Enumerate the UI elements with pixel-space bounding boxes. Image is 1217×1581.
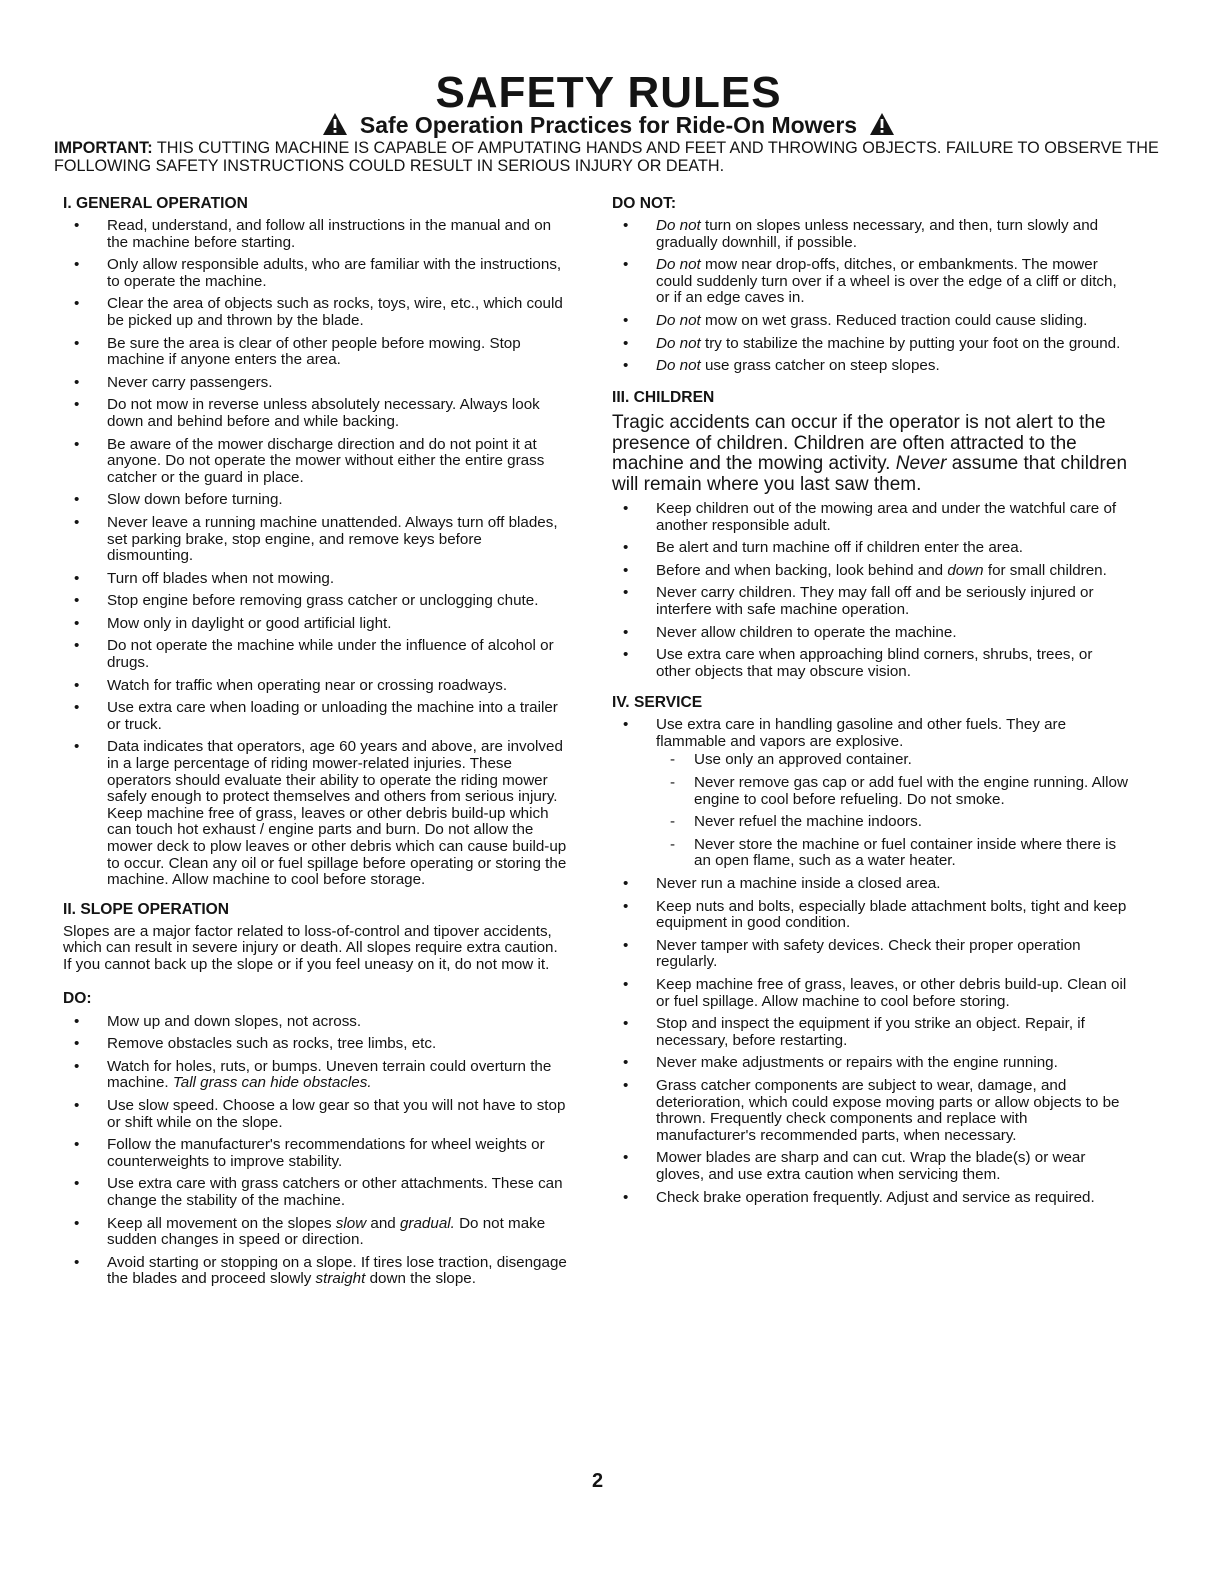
intro-emphasis: Never bbox=[895, 453, 947, 475]
service-heading: IV. SERVICE bbox=[612, 694, 703, 712]
children-list bbox=[622, 501, 1130, 680]
list-item: • Mow only in daylight or good artificial light. bbox=[73, 616, 569, 633]
general-extra-paragraph: Keep machine free of grass, leaves or other debris build-up which can touch hot exhaust / engine parts and burn. Do not allow the mower deck to plow leaves or other debris which can cause build-up to occur. Clean any oil or fuel spillage before operating or storing the machine. Allow machine to cool before storage. bbox=[107, 804, 567, 889]
children-heading: III. CHILDREN bbox=[612, 388, 715, 406]
fuel-sublist bbox=[656, 752, 1130, 870]
sub-list-item: - Never refuel the machine indoors. bbox=[656, 814, 1130, 831]
item-emphasis: Tall grass can hide obstacles. bbox=[172, 1074, 372, 1092]
list-item: • Clear the area of objects such as rocks, toys, wire, etc., which could be picked up and thrown by the blade. bbox=[73, 296, 569, 329]
list-item: • Remove obstacles such as rocks, tree limbs, etc. bbox=[73, 1036, 569, 1053]
slope-intro: Slopes are a major factor related to loss-of-control and tipover accidents, which can result in severe injury or death. All slopes require extra caution. If you cannot back up the slope or if you feel uneasy on it, do not mow it. bbox=[63, 922, 558, 973]
list-item bbox=[73, 1059, 569, 1092]
list-item: • Never make adjustments or repairs with the engine running. bbox=[622, 1055, 1130, 1072]
sub-list-item: - Never remove gas cap or add fuel with the engine running. Allow engine to cool before refueling. Do not smoke. bbox=[656, 775, 1130, 808]
subtitle-text: Safe Operation Practices for Ride-On Mowers bbox=[359, 112, 858, 138]
item-text: use grass catcher on steep slopes. bbox=[700, 357, 940, 375]
list-item: • Never run a machine inside a closed area. bbox=[622, 876, 1130, 893]
sub-list-item: - Never store the machine or fuel container inside where there is an open flame, such as a water heater. bbox=[656, 837, 1130, 870]
item-text: try to stabilize the machine by putting your foot on the ground. bbox=[700, 334, 1121, 352]
intro-text: assume that children will remain where you last saw them. bbox=[612, 453, 1128, 496]
list-item bbox=[73, 1255, 569, 1288]
service-list bbox=[622, 717, 1130, 1206]
list-item: • Mower blades are sharp and can cut. Wrap the blade(s) or wear gloves, and use extra caution when servicing them. bbox=[622, 1150, 1130, 1183]
warning-icon bbox=[869, 112, 895, 142]
list-item: • Be aware of the mower discharge direction and do not point it at anyone. Do not operate the mower without either the entire grass catcher or the guard in place. bbox=[73, 437, 569, 487]
item-emphasis: straight bbox=[315, 1270, 366, 1288]
list-item: • Data indicates that operators, age 60 years and above, are involved in a large percentage of riding mower-related injuries. These operators should evaluate their ability to operate the riding mower safely enough to protect themselves and others from serious injury. bbox=[73, 739, 569, 805]
item-emphasis: down bbox=[947, 561, 984, 579]
list-item bbox=[622, 717, 1130, 870]
list-item: • Stop engine before removing grass catcher or unclogging chute. bbox=[73, 593, 569, 610]
list-item bbox=[622, 313, 1130, 330]
sub-list-item: - Use only an approved container. bbox=[656, 752, 1130, 769]
item-text: Do not make sudden changes in speed or direction. bbox=[107, 1214, 546, 1249]
list-item: • Turn off blades when not mowing. bbox=[73, 571, 569, 588]
do-list bbox=[73, 1014, 569, 1288]
list-item: • Use extra care when approaching blind corners, shrubs, trees, or other objects that may obscure vision. bbox=[622, 647, 1130, 680]
item-text: down the slope. bbox=[365, 1270, 476, 1288]
item-text: Avoid starting or stopping on a slope. If tires lose traction, disengage the blades and proceed slowly bbox=[107, 1253, 567, 1288]
list-item: • Check brake operation frequently. Adjust and service as required. bbox=[622, 1190, 1130, 1207]
list-item: • Use extra care when loading or unloading the machine into a trailer or truck. bbox=[73, 700, 569, 733]
item-text: mow near drop-offs, ditches, or embankments. The mower could suddenly turn over if a wheel is over the edge of a cliff or ditch, or if an edge caves in. bbox=[656, 256, 1117, 307]
item-emphasis: Do not bbox=[656, 334, 701, 352]
item-text: Before and when backing, look behind and bbox=[656, 561, 948, 579]
list-item bbox=[73, 1216, 569, 1249]
do-not-heading: DO NOT: bbox=[612, 195, 677, 212]
general-operation-list bbox=[73, 218, 569, 806]
warning-icon bbox=[322, 112, 348, 142]
list-item: • Use slow speed. Choose a low gear so that you will not have to stop or shift while on the slope. bbox=[73, 1098, 569, 1131]
list-item bbox=[622, 358, 1130, 375]
item-text: for small children. bbox=[983, 561, 1107, 579]
page-title: SAFETY RULES bbox=[435, 68, 782, 117]
item-emphasis: gradual. bbox=[399, 1214, 455, 1232]
important-label: IMPORTANT: bbox=[54, 139, 153, 157]
item-text: turn on slopes unless necessary, and then, turn slowly and gradually downhill, if possible. bbox=[656, 217, 1099, 251]
general-operation-heading: I. GENERAL OPERATION bbox=[63, 195, 248, 212]
item-text: Use extra care in handling gasoline and other fuels. They are flammable and vapors are explosive. bbox=[656, 716, 1067, 750]
left-column bbox=[63, 195, 569, 1288]
item-emphasis: Do not bbox=[656, 311, 701, 329]
important-text: THIS CUTTING MACHINE IS CAPABLE OF AMPUTATING HANDS AND FEET AND THROWING OBJECTS. FAILURE TO OBSERVE THE FOLLOWING SAFETY INSTRUCTIONS COULD RESULT IN SERIOUS INJURY OR DEATH. bbox=[54, 139, 1159, 175]
list-item: • Never allow children to operate the machine. bbox=[622, 625, 1130, 642]
item-emphasis: slow bbox=[335, 1214, 367, 1232]
page-number: 2 bbox=[592, 1470, 604, 1492]
list-item: • Be sure the area is clear of other people before mowing. Stop machine if anyone enters the area. bbox=[73, 336, 569, 369]
list-item bbox=[622, 218, 1130, 251]
list-item: • Be alert and turn machine off if children enter the area. bbox=[622, 540, 1130, 557]
list-item: • Keep nuts and bolts, especially blade attachment bolts, tight and keep equipment in good condition. bbox=[622, 899, 1130, 932]
list-item: • Never tamper with safety devices. Check their proper operation regularly. bbox=[622, 938, 1130, 971]
list-item: • Never leave a running machine unattended. Always turn off blades, set parking brake, stop engine, and remove keys before dismounting. bbox=[73, 515, 569, 565]
list-item: • Keep children out of the mowing area and under the watchful care of another responsible adult. bbox=[622, 501, 1130, 534]
list-item: • Use extra care with grass catchers or other attachments. These can change the stability of the machine. bbox=[73, 1176, 569, 1209]
list-item: • Mow up and down slopes, not across. bbox=[73, 1014, 569, 1031]
list-item: • Never carry children. They may fall off and be seriously injured or interfere with safe machine operation. bbox=[622, 585, 1130, 618]
children-intro bbox=[612, 413, 1130, 496]
list-item: • Never carry passengers. bbox=[73, 375, 569, 392]
list-item bbox=[622, 336, 1130, 353]
list-item bbox=[622, 257, 1130, 307]
item-text: Watch for holes, ruts, or bumps. Uneven terrain could overturn the machine. bbox=[107, 1057, 552, 1092]
page-subtitle bbox=[0, 111, 1217, 142]
slope-operation-heading: II. SLOPE OPERATION bbox=[63, 900, 230, 918]
item-emphasis: Do not bbox=[656, 217, 701, 234]
do-heading: DO: bbox=[63, 989, 92, 1007]
item-text: and bbox=[366, 1214, 400, 1232]
list-item: • Do not mow in reverse unless absolutely necessary. Always look down and behind before and while backing. bbox=[73, 397, 569, 430]
list-item: • Stop and inspect the equipment if you strike an object. Repair, if necessary, before restarting. bbox=[622, 1016, 1130, 1049]
list-item: • Read, understand, and follow all instructions in the manual and on the machine before starting. bbox=[73, 218, 569, 251]
item-text: mow on wet grass. Reduced traction could cause sliding. bbox=[700, 311, 1088, 329]
list-item: • Only allow responsible adults, who are familiar with the instructions, to operate the machine. bbox=[73, 257, 569, 290]
item-text: Keep all movement on the slopes bbox=[107, 1214, 336, 1232]
intro-text: Tragic accidents can occur if the operator is not alert to the presence of children. Children are often attracted to the machine and the mowing activity. bbox=[612, 411, 1106, 475]
item-emphasis: Do not bbox=[656, 256, 701, 274]
list-item bbox=[622, 563, 1130, 580]
list-item: • Grass catcher components are subject to wear, damage, and deterioration, which could expose moving parts or allow objects to be thrown. Frequently check components and replace with manufacturer's recommended parts, when necessary. bbox=[622, 1078, 1130, 1144]
right-column bbox=[612, 195, 1130, 1206]
list-item: • Slow down before turning. bbox=[73, 492, 569, 509]
item-emphasis: Do not bbox=[656, 357, 701, 375]
list-item: • Keep machine free of grass, leaves, or other debris build-up. Clean oil or fuel spillage. Allow machine to cool before storing. bbox=[622, 977, 1130, 1010]
list-item: • Do not operate the machine while under the influence of alcohol or drugs. bbox=[73, 638, 569, 671]
important-notice bbox=[54, 139, 1164, 175]
list-item: • Watch for traffic when operating near or crossing roadways. bbox=[73, 678, 569, 695]
do-not-list bbox=[622, 218, 1130, 375]
list-item: • Follow the manufacturer's recommendations for wheel weights or counterweights to improve stability. bbox=[73, 1137, 569, 1170]
